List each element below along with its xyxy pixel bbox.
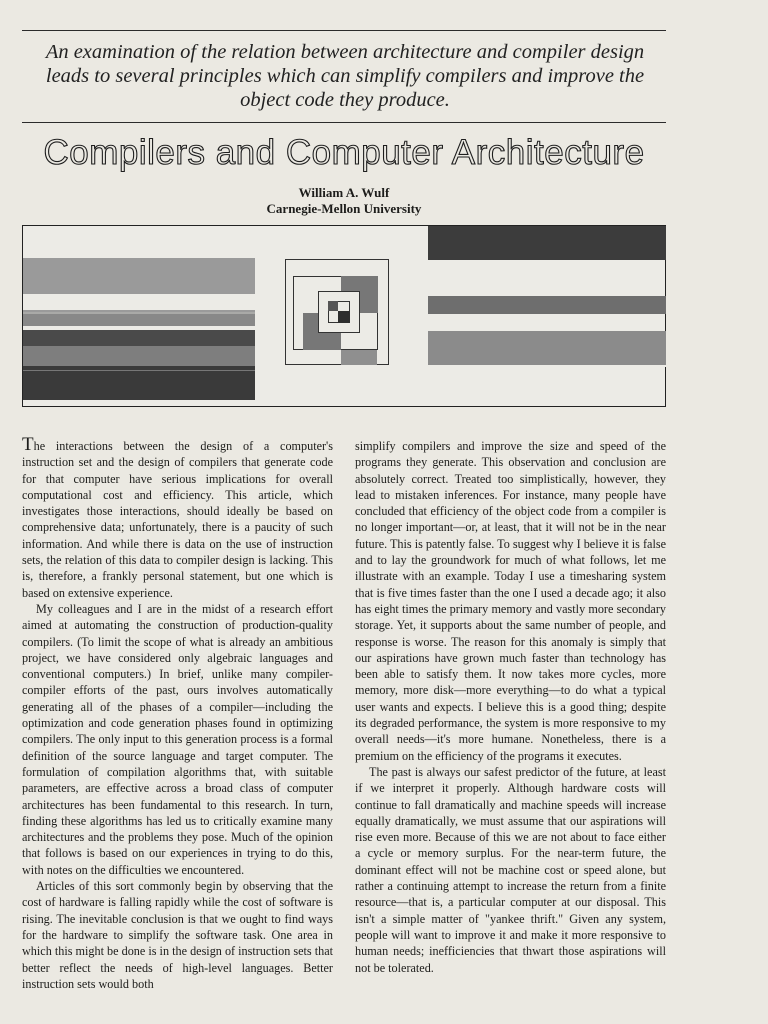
band [428,296,666,314]
deck-bottom-rule [22,122,666,123]
paragraph: My colleagues and I are in the midst of a research effort aimed at automating the construction of production-quality compilers. (To limit the scope of what is already an ambitious project, we have considered only algebraic languages and conventional computers.) In brief, unlike many compiler-compiler efforts of the past, ours involves automatically generating all of the phases of a compiler—including the optimization and code generation phases found in optimizing compilers. The only input to this generation process is a formal definition of the source language and target computer. The formulation of compilation algorithms that, with suitable parameters, are effective across a broad class of computer architectures has been fundamental to this research. In turn, finding these algorithms has led us to critically examine many architectures and the problems they pose. Much of the opinion that follows is based on our experiences in trying to do this, with notes on the difficulties we encountered. [22,601,333,877]
article-title: Compilers and Computer Architecture [43,133,645,172]
center-core-dark [338,311,350,323]
band [23,330,255,346]
band [23,346,255,368]
paragraph: The past is always our safest predictor of the future, at least if we interpret it properly. Although hardware costs will continue to fall dramatically and machine speeds will increase equally dramatically, we must assume that our aspirations will rise even more. Because of this we are not about to face either a cycle or memory surplus. For the near-term future, the dominant effect will not be machine cost or speed alone, but rather a continuing attempt to increase the return from a finite resource—that is, a particular computer at our disposal. This isn't a simple matter of "yankee thrift." Given any system, people will want to improve it and make it more responsive to human needs; inefficiencies that thwart those aspirations will not be tolerated. [355,764,666,975]
band [23,312,255,326]
band [428,226,666,260]
body-column-right [355,438,666,976]
band [23,370,255,371]
band [23,366,255,400]
band [428,365,666,367]
center-core-dark [328,301,338,311]
author-name: William A. Wulf [298,185,390,200]
band [428,331,666,365]
band [23,258,255,294]
center-block [341,350,377,365]
paragraph: Articles of this sort commonly begin by observing that the cost of hardware is falling rapidly while the cost of software is rising. The inevitable conclusion is that we ought to find ways for the hardware to simplify the software task. One area in which this might be done is in the design of instruction sets that better reflect the needs of high-level languages. Better instruction sets would both [22,879,333,991]
body-column-left [22,434,333,992]
byline [0,185,688,217]
paragraph: simplify compilers and improve the size and speed of the programs they generate. This observation and conclusion are absolutely correct. Treated too simplistically, however, they lead to mistaken inferences. For instance, many people have concluded that efficiency of the object code from a compiler is no longer important—or, at least, that it will not be in the near future. This is patently false. To suggest why I believe it is false and to lay the groundwork for much of what follows, let me illustrate with an example. Today I use a timesharing system that is five times faster than the one I used a decade ago; it also has eight times the primary memory and vastly more secondary storage. Yet, it supports about the same number of people, and response is worse. The reason for this anomaly is simply that our aspirations have grown much faster than technology has been able to satisfy them. It now takes more cycles, more memory, more disk—more everything—to do what a typical user wants and expects. I believe this is a good thing; despite its degraded performance, the system is more responsive to my overall needs—it's more humane. Nonetheless, there is a premium on the efficiency of the programs it executes. [355,439,666,763]
decorative-figure [22,225,666,407]
top-rule [22,30,666,31]
article-deck: An examination of the relation between architecture and compiler design leads to several principles which can simplify compilers and improve the object code they produce. [45,41,645,111]
drop-cap: T [22,434,34,455]
paragraph [22,434,333,601]
author-affiliation: Carnegie-Mellon University [266,201,422,216]
paragraph-text: he interactions between the design of a computer's instruction set and the design of compilers that generate code for that computer have serious implications for overall computational cost and efficiency. This article, which investigates those interactions, should ideally be based on comprehensive data; unfortunately, there is a paucity of such information. And while there is data on the use of instruction sets, the relation of this data to compiler design is lacking. This is, therefore, a frankly personal statement, but one which is based on extensive experience. [22,439,333,600]
